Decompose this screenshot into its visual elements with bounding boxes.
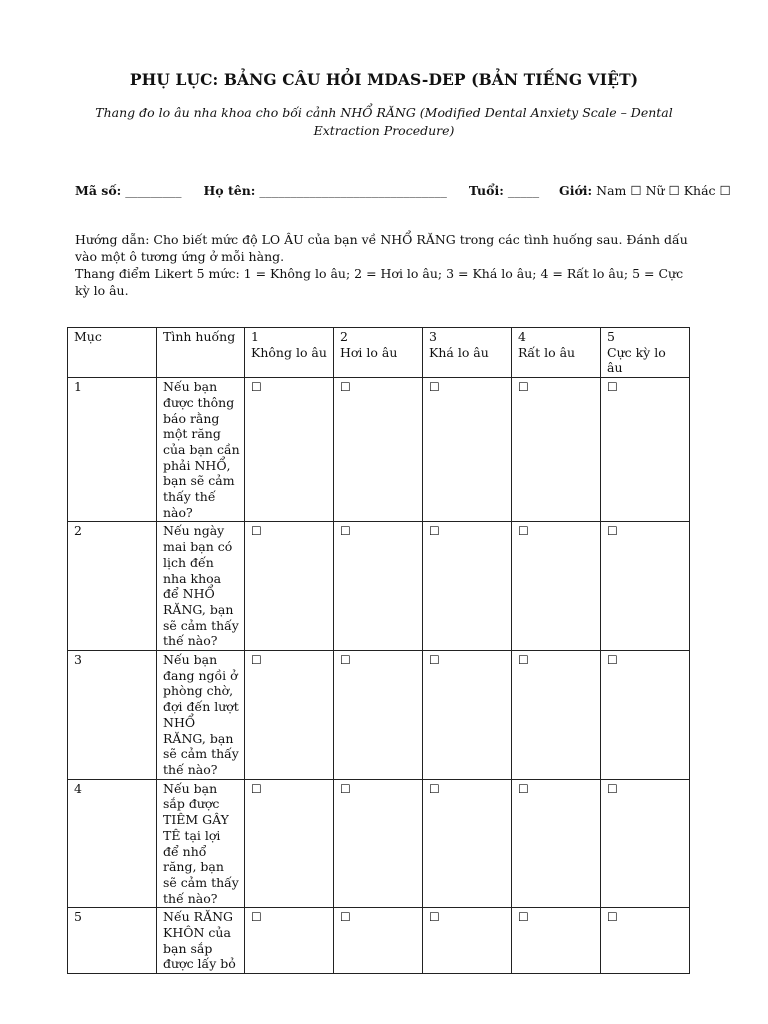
checkbox[interactable]: ☐ — [607, 910, 618, 925]
checkbox[interactable]: ☐ — [340, 910, 351, 925]
age-field[interactable]: _____ — [507, 183, 540, 198]
id-label: Mã số: — [75, 183, 122, 198]
row-situation: Nếu RĂNG KHÔN của bạn sắp được lấy bỏ — [157, 908, 245, 974]
checkbox[interactable]: ☐ — [429, 524, 440, 539]
checkbox[interactable]: ☐ — [607, 380, 618, 395]
header-situation: Tình huống — [157, 328, 245, 378]
checkbox[interactable]: ☐ — [429, 380, 440, 395]
table-row — [68, 378, 690, 522]
gender-option-male[interactable]: Nam ☐ — [596, 183, 642, 198]
row-situation: Nếu bạn đang ngồi ở phòng chờ, đợi đến lượt NHỔ RĂNG, bạn sẽ cảm thấy thế nào? — [157, 651, 245, 780]
checkbox[interactable]: ☐ — [429, 653, 440, 668]
row-situation: Nếu bạn được thông báo rằng một răng của bạn cần phải NHỔ, bạn sẽ cảm thấy thế nào? — [157, 378, 245, 522]
respondent-info-line — [75, 183, 731, 198]
checkbox[interactable]: ☐ — [429, 910, 440, 925]
name-label: Họ tên: — [203, 183, 256, 198]
checkbox[interactable]: ☐ — [607, 781, 618, 796]
questionnaire-table — [67, 327, 690, 974]
row-item-number: 5 — [68, 908, 157, 974]
page-title: PHỤ LỤC: BẢNG CÂU HỎI MDAS-DEP (BẢN TIẾNG VIỆT) — [129, 70, 639, 89]
checkbox[interactable]: ☐ — [251, 524, 262, 539]
instructions-text: Hướng dẫn: Cho biết mức độ LO ÂU của bạn về NHỔ RĂNG trong các tình huống sau. Đánh dấu vào một ô tương ứng ở mỗi hàng. — [75, 232, 688, 264]
gender-option-other[interactable]: Khác ☐ — [683, 183, 731, 198]
checkbox[interactable]: ☐ — [340, 524, 351, 539]
page-subtitle: Thang đo lo âu nha khoa cho bối cảnh NHỔ RĂNG (Modified Dental Anxiety Scale – Dental Extraction Procedure) — [95, 105, 673, 138]
checkbox[interactable]: ☐ — [518, 910, 529, 925]
gender-option-female[interactable]: Nữ ☐ — [645, 183, 680, 198]
row-item-number: 3 — [68, 651, 157, 780]
checkbox[interactable]: ☐ — [518, 653, 529, 668]
header-level-1: 1 Không lo âu — [245, 328, 334, 378]
row-item-number: 2 — [68, 522, 157, 651]
header-level-2: 2 Hơi lo âu — [334, 328, 423, 378]
row-situation: Nếu ngày mai bạn có lịch đến nha khoa để NHỔ RĂNG, bạn sẽ cảm thấy thế nào? — [157, 522, 245, 651]
checkbox[interactable]: ☐ — [251, 910, 262, 925]
likert-scale-text: Thang điểm Likert 5 mức: 1 = Không lo âu; 2 = Hơi lo âu; 3 = Khá lo âu; 4 = Rất lo âu; 5 = Cực kỳ lo âu. — [75, 266, 684, 298]
checkbox[interactable]: ☐ — [518, 781, 529, 796]
header-level-3: 3 Khá lo âu — [423, 328, 512, 378]
checkbox[interactable]: ☐ — [518, 380, 529, 395]
age-label: Tuổi: — [468, 183, 504, 198]
table-header-row — [68, 328, 690, 378]
checkbox[interactable]: ☐ — [607, 653, 618, 668]
checkbox[interactable]: ☐ — [607, 524, 618, 539]
checkbox[interactable]: ☐ — [340, 781, 351, 796]
table-row — [68, 908, 690, 974]
header-level-4: 4 Rất lo âu — [512, 328, 601, 378]
row-situation: Nếu bạn sắp được TIÊM GÂY TÊ tại lợi để nhổ răng, bạn sẽ cảm thấy thế nào? — [157, 779, 245, 908]
checkbox[interactable]: ☐ — [518, 524, 529, 539]
instructions — [75, 231, 700, 299]
row-item-number: 1 — [68, 378, 157, 522]
checkbox[interactable]: ☐ — [340, 380, 351, 395]
checkbox[interactable]: ☐ — [429, 781, 440, 796]
checkbox[interactable]: ☐ — [251, 781, 262, 796]
header-item: Mục — [68, 328, 157, 378]
name-field[interactable]: ______________________________ — [259, 183, 447, 198]
table-row — [68, 651, 690, 780]
checkbox[interactable]: ☐ — [340, 653, 351, 668]
table-row — [68, 779, 690, 908]
checkbox[interactable]: ☐ — [251, 380, 262, 395]
gender-label: Giới: — [559, 183, 593, 198]
id-field[interactable]: _________ — [125, 183, 182, 198]
row-item-number: 4 — [68, 779, 157, 908]
table-row — [68, 522, 690, 651]
checkbox[interactable]: ☐ — [251, 653, 262, 668]
header-level-5: 5 Cực kỳ lo âu — [601, 328, 690, 378]
